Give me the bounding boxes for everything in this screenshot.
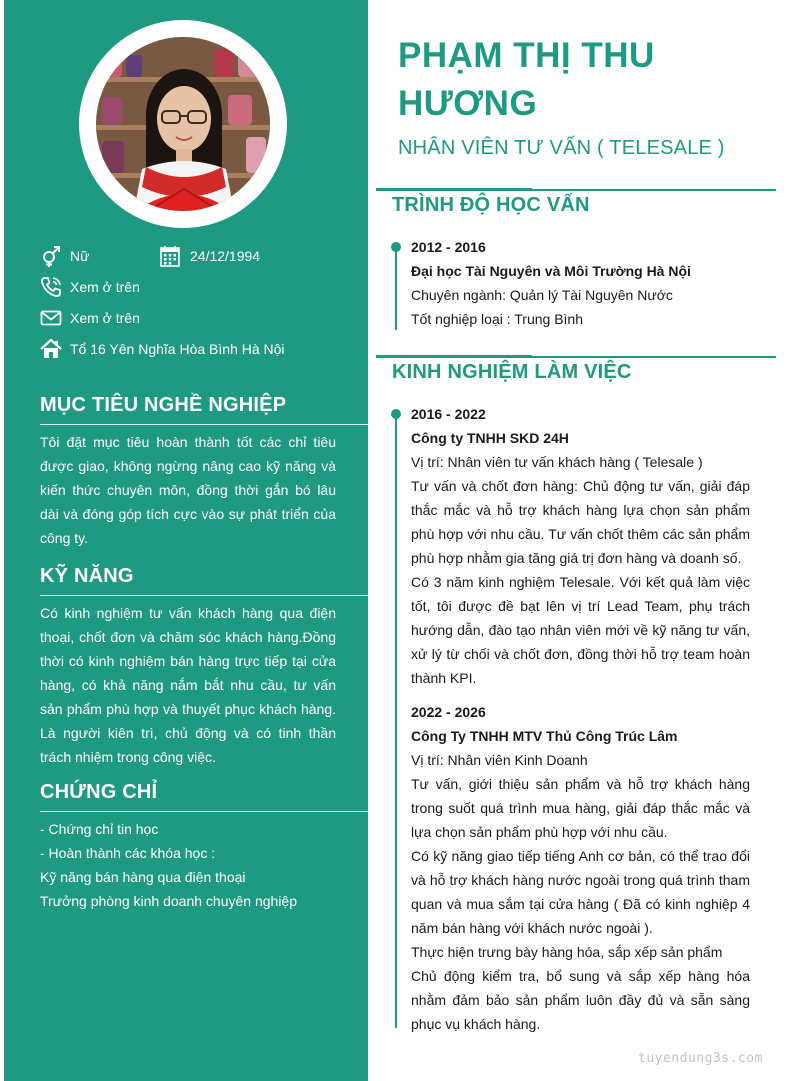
email-value: Xem ở trên [70,310,140,326]
job-period: 2022 - 2026 [411,704,486,720]
job-description: Chủ động kiểm tra, bổ sung và sắp xếp hàng hóa nhằm đảm bảo sản phẩm luôn đầy đủ và sẵn sàng phục vụ khách hàng. [411,968,750,1032]
portrait-photo [96,37,270,211]
education-major: Chuyên ngành: Quản lý Tài Nguyên Nước [411,287,673,303]
certificate-item: - Hoàn thành các khóa học : [40,845,216,861]
home-icon [40,338,62,360]
gender-value: Nữ [70,248,90,264]
dob-row [160,245,260,267]
phone-row [40,276,140,298]
job-position: Vị trí: Nhân viên tư vấn khách hàng ( Telesale ) [411,454,703,470]
certificate-item: Kỹ năng bán hàng qua điện thoại [40,869,246,885]
candidate-name: PHẠM THỊ THU HƯƠNG [398,36,655,123]
education-dot [391,242,401,252]
skills-divider [40,595,368,596]
experience-title: KINH NGHIỆM LÀM VIỆC [392,361,632,383]
job-description: Tư vấn, giới thiệu sản phẩm và hỗ trợ khách hàng trong suốt quá trình mua hàng, giải đáp thắc mắc và lựa chọn sản phẩm phù hợp với nhu cầu. [411,776,750,840]
job-description: Có kỹ năng giao tiếp tiếng Anh cơ bản, có thể trao đổi và hỗ trợ khách hàng nước ngoài trong quá trình tham quan và mua sắm tại cửa hàng ( Đã có kinh nghiệp 4 năm bán hàng với khách nước ngoài ). [411,848,750,936]
skills-title: KỸ NĂNG [40,565,134,587]
objective-text: Tôi đặt mục tiêu hoàn thành tốt các chỉ tiêu được giao, không ngừng nâng cao kỹ năng và kiến thức chuyên môn, đồng thời gắn bó lâu dài và đóng góp tích cực vào sự phát triển của công ty. [40,434,336,546]
phone-icon [40,276,62,298]
candidate-role: NHÂN VIÊN TƯ VẤN ( TELESALE ) [398,137,725,159]
education-rule-accent [376,188,532,191]
phone-value: Xem ở trên [70,279,140,295]
objective-divider [40,424,368,425]
education-school: Đại học Tài Nguyên và Môi Trường Hà Nội [411,263,691,279]
job-company: Công ty TNHH SKD 24H [411,430,569,446]
skills-text: Có kinh nghiệm tư vấn khách hàng qua điện thoại, chốt đơn và chăm sóc khách hàng.Đồng thời có kinh nghiệm bán hàng trực tiếp tại cửa hàng, có khả năng nắm bắt nhu cầu, tư vấn sản phẩm phù hợp và thuyết phục khách hàng. Là người kiên trì, chủ động và có tinh thần trách nhiệm trong công việc. [40,605,336,765]
certificate-item: Trưởng phòng kinh doanh chuyên nghiệp [40,893,297,909]
experience-timeline [395,412,397,1028]
job-description: Thực hiện trưng bày hàng hóa, sắp xếp sản phẩm [411,944,723,960]
job-period: 2016 - 2022 [411,406,486,422]
gender-row [40,245,89,267]
avatar-frame [79,20,287,228]
job-entry [411,402,750,690]
email-row [40,307,140,329]
email-icon [40,307,62,329]
calendar-icon [160,245,180,267]
certificates-title: CHỨNG CHỈ [40,781,158,803]
job-description: Tư vấn và chốt đơn hàng: Chủ động tư vấn, giải đáp thắc mắc và hỗ trợ khách hàng lựa chọn sản phẩm phù hợp với nhu cầu. Tư vấn chốt thêm các sản phẩm phù hợp nhằm gia tăng giá trị đơn hàng và doanh số. [411,478,750,566]
certificates-list [40,817,350,913]
certificate-item: - Chứng chỉ tin học [40,821,159,837]
education-title: TRÌNH ĐỘ HỌC VẤN [392,194,590,216]
education-grade: Tốt nghiệp loại : Trung Bình [411,311,583,327]
education-period: 2012 - 2016 [411,239,486,255]
dob-value: 24/12/1994 [190,248,261,264]
education-timeline [395,245,397,330]
job-position: Vị trí: Nhân viên Kinh Doanh [411,752,588,768]
gender-icon [40,245,62,267]
job-company: Công Ty TNHH MTV Thủ Công Trúc Lâm [411,728,678,744]
watermark: tuyendung3s.com [638,1051,763,1066]
sidebar [4,0,368,1081]
experience-dot [391,409,401,419]
objective-title: MỤC TIÊU NGHỀ NGHIỆP [40,394,287,416]
avatar [96,37,270,211]
education-entry [411,235,750,331]
address-row [40,338,285,360]
address-value: Tổ 16 Yên Nghĩa Hòa Bình Hà Nội [70,341,285,357]
job-description: Có 3 năm kinh nghiệm Telesale. Với kết quả làm việc tốt, tôi được đề bạt lên vị trí Lead Team, phụ trách hướng dẫn, đào tạo nhân viên mới về kỹ năng tư vấn, xử lý từ chối và chốt đơn, đồng thời hỗ trợ team hoàn thành KPI. [411,574,750,686]
job-entry [411,700,750,1036]
certificates-divider [40,811,368,812]
experience-rule-accent [376,355,532,358]
